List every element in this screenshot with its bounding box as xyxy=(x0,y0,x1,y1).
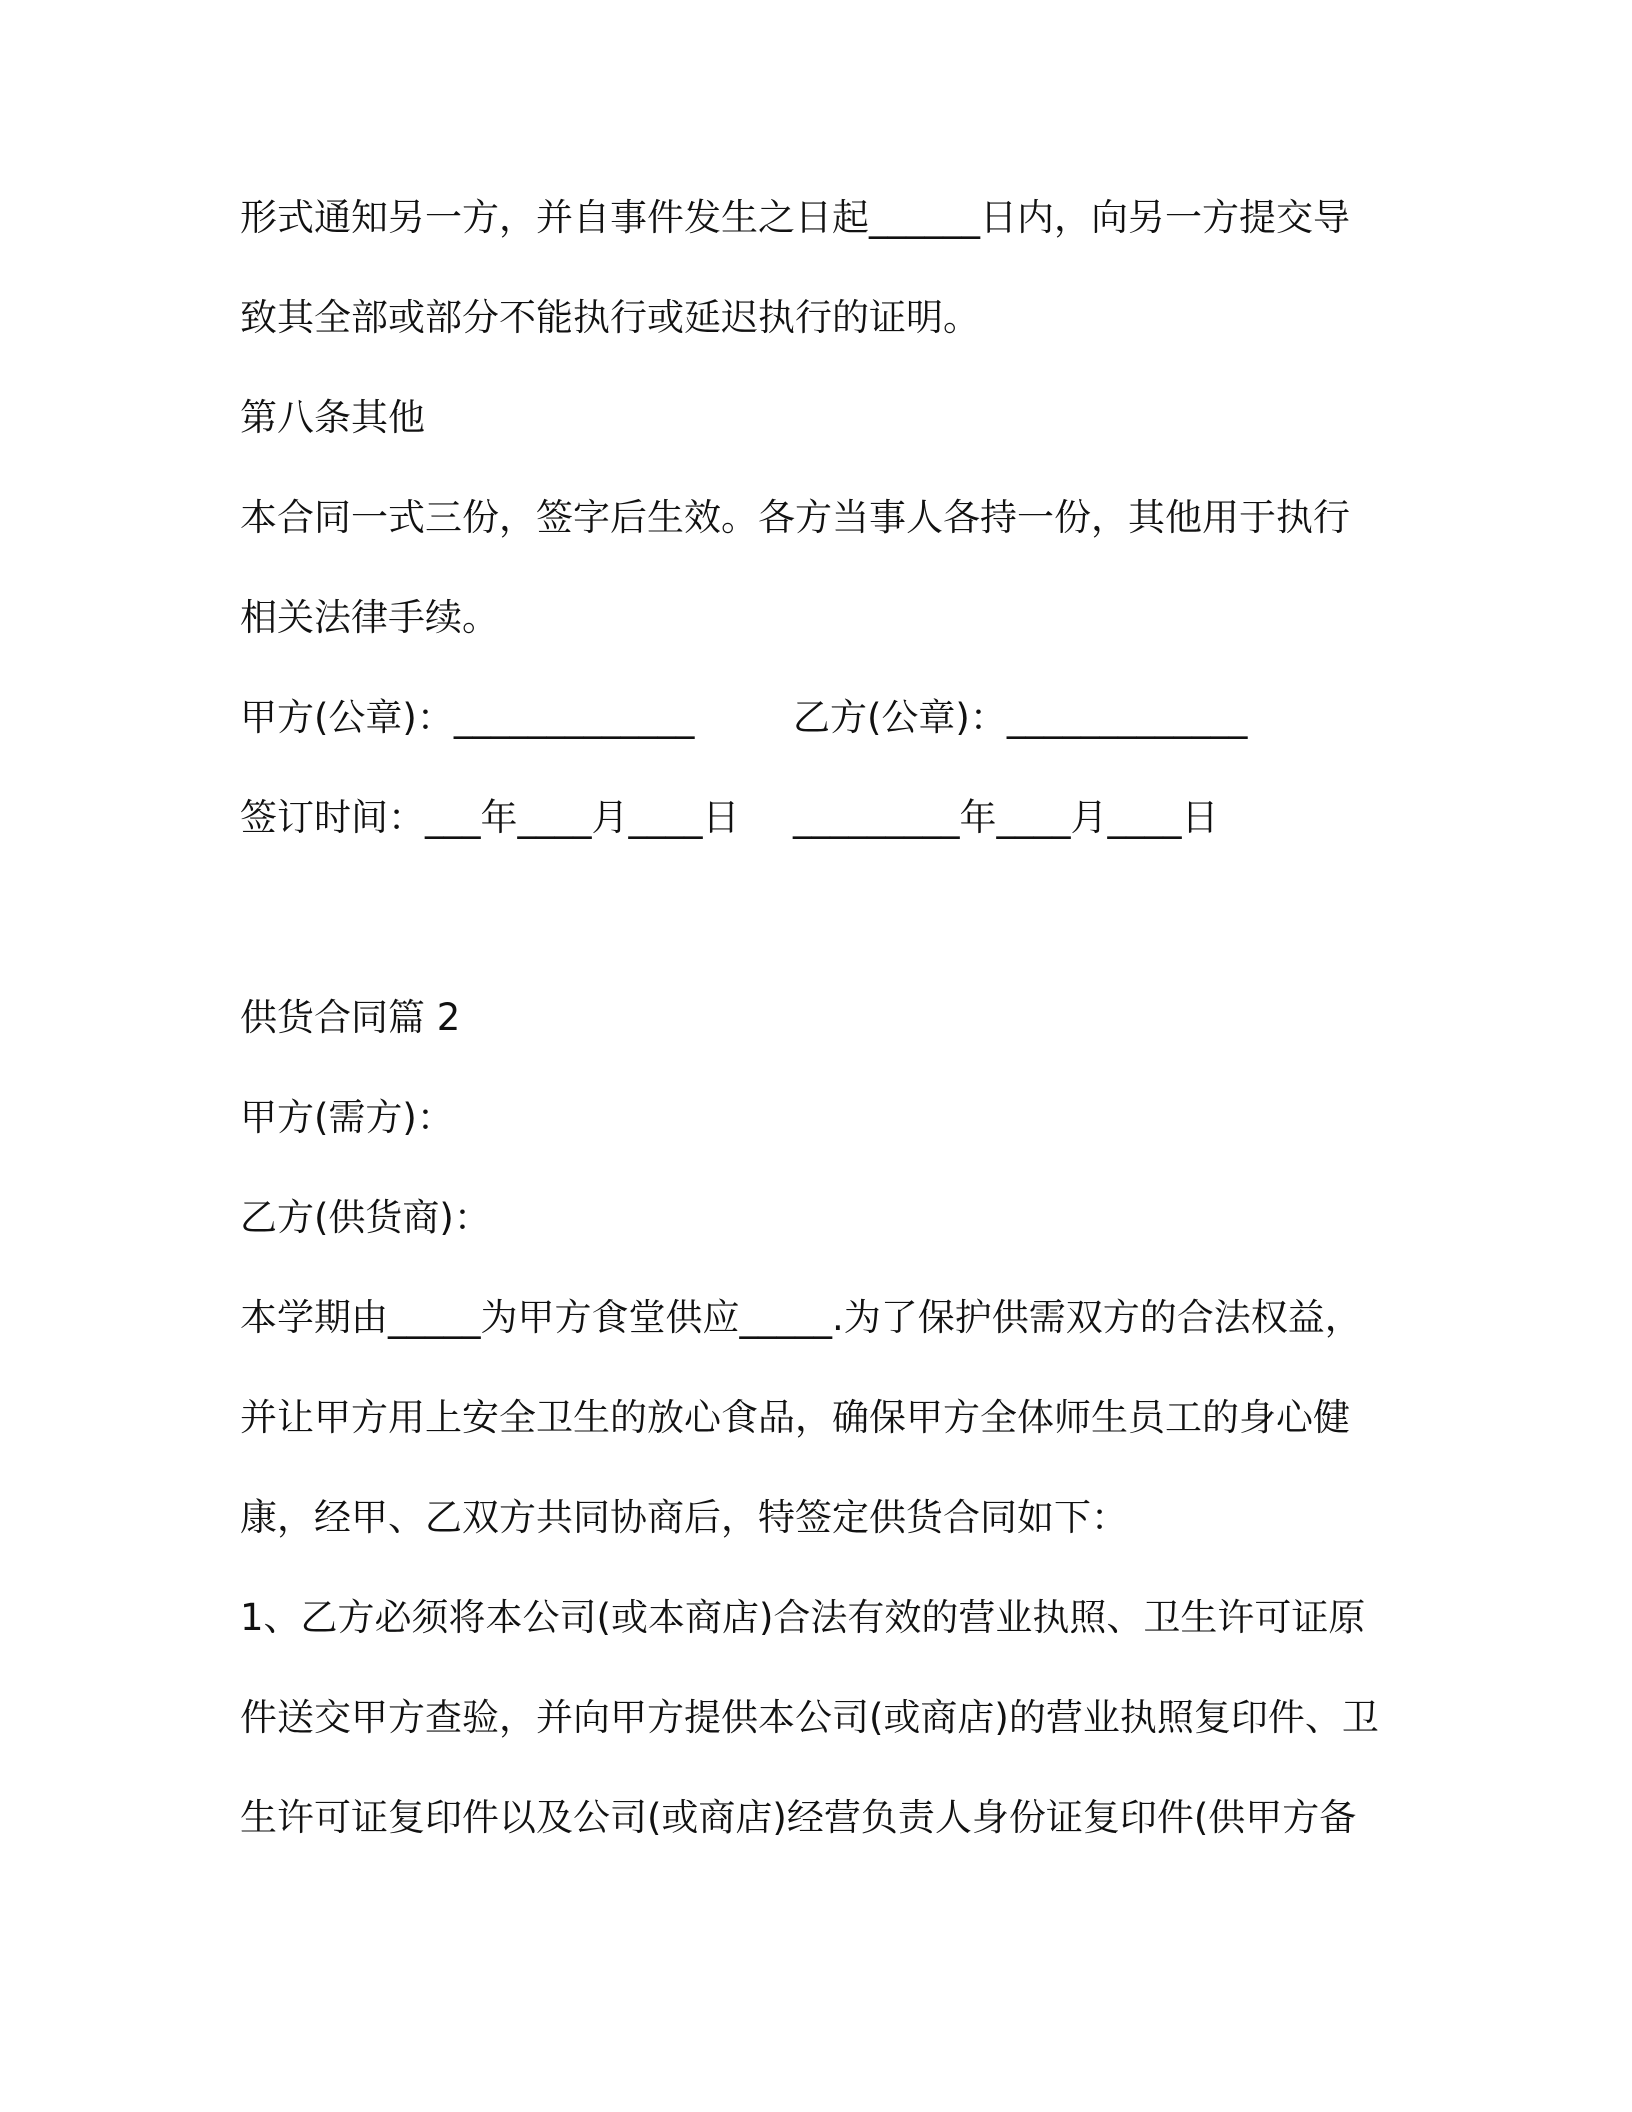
paragraph-line: 本学期由_____为甲方食堂供应_____.为了保护供需双方的合法权益， xyxy=(240,1296,1362,1339)
paragraph-line: 形式通知另一方，并自事件发生之日起______日内，向另一方提交导 xyxy=(240,196,1350,239)
section-title: 供货合同篇 2 xyxy=(240,996,461,1039)
signing-date-right: _________年____月____日 xyxy=(793,796,1219,839)
paragraph-line: 相关法律手续。 xyxy=(240,596,499,639)
paragraph-line: 1、乙方必须将本公司(或本商店)合法有效的营业执照、卫生许可证原 xyxy=(240,1596,1366,1639)
article-heading: 第八条其他 xyxy=(240,396,425,439)
paragraph-line: 本合同一式三份，签字后生效。各方当事人各持一份，其他用于执行 xyxy=(240,496,1350,539)
paragraph-line: 生许可证复印件以及公司(或商店)经营负责人身份证复印件(供甲方备 xyxy=(240,1796,1357,1839)
signing-date-left: 签订时间：___年____月____日 xyxy=(240,796,740,839)
paragraph-line: 致其全部或部分不能执行或延迟执行的证明。 xyxy=(240,296,980,339)
paragraph-line: 并让甲方用上安全卫生的放心食品，确保甲方全体师生员工的身心健 xyxy=(240,1396,1350,1439)
party-b-label: 乙方(供货商)： xyxy=(240,1196,491,1239)
paragraph-line: 件送交甲方查验，并向甲方提供本公司(或商店)的营业执照复印件、卫 xyxy=(240,1696,1379,1739)
signature-party-b: 乙方(公章)：_____________ xyxy=(793,696,1248,739)
paragraph-line: 康，经甲、乙双方共同协商后，特签定供货合同如下： xyxy=(240,1496,1128,1539)
party-a-label: 甲方(需方)： xyxy=(240,1096,454,1139)
signature-party-a: 甲方(公章)：_____________ xyxy=(240,696,695,739)
